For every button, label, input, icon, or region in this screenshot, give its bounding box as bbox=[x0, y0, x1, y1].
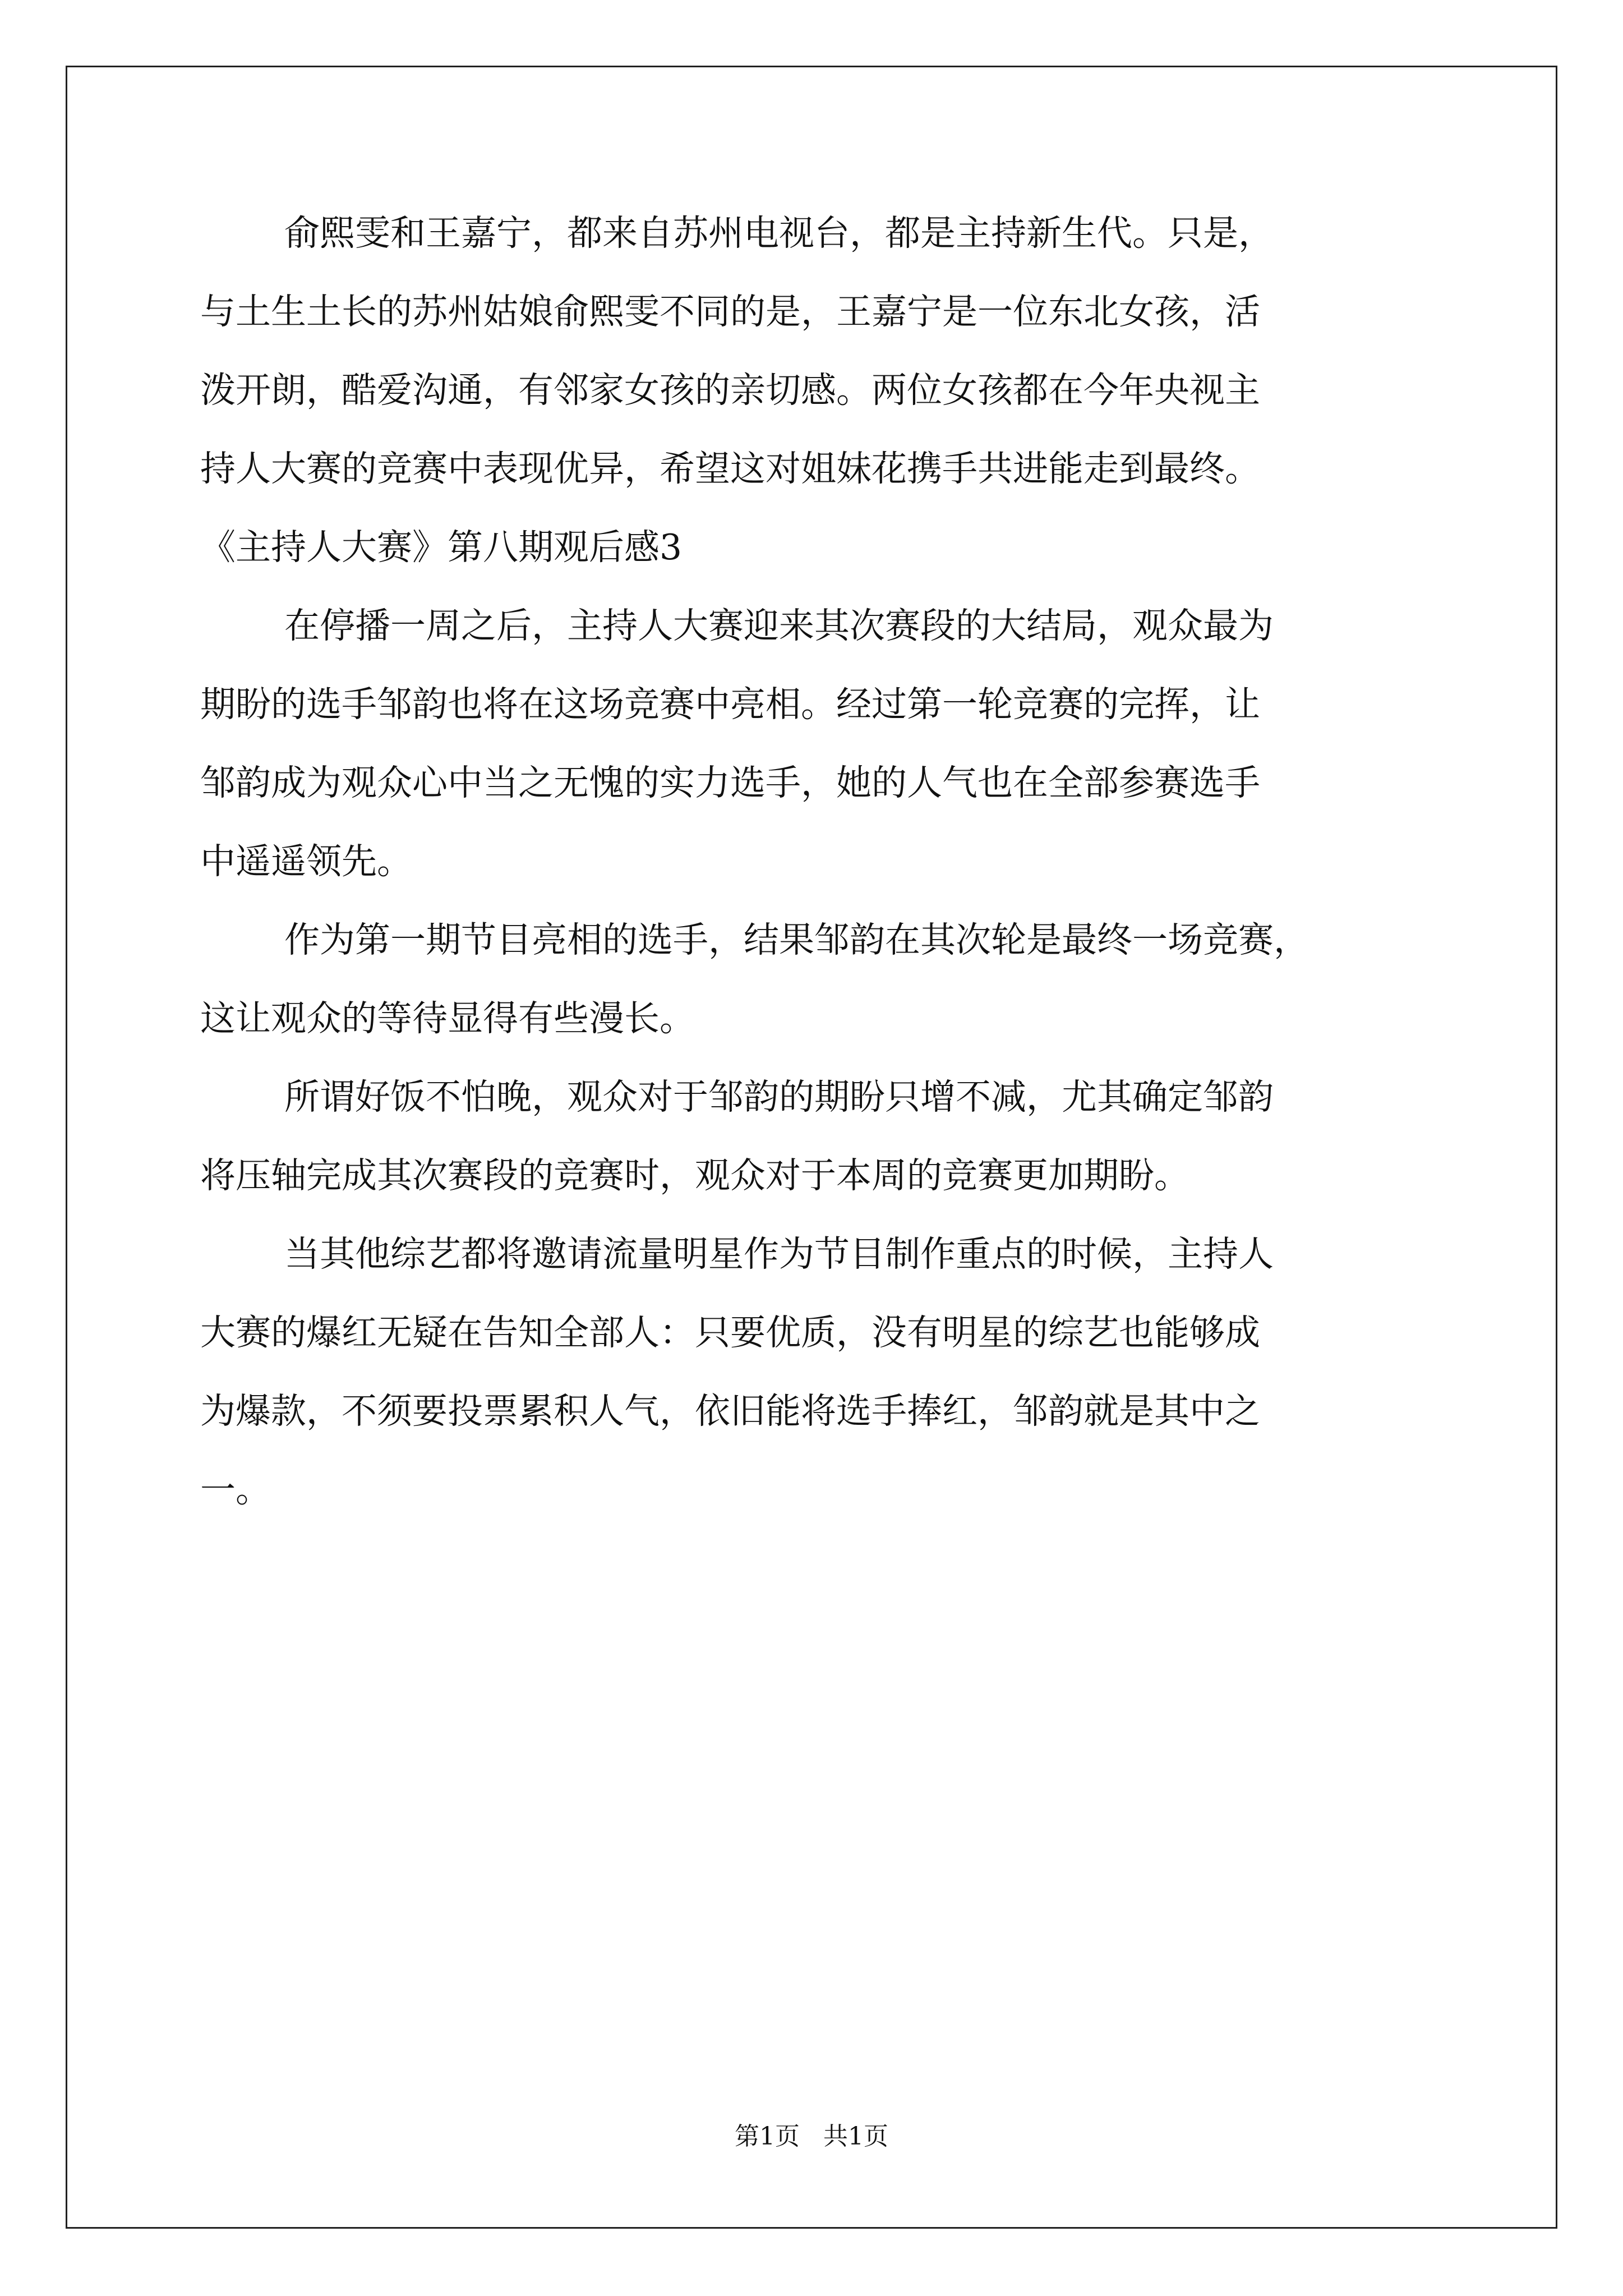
page-number-footer: 第1页 共1页 bbox=[735, 2122, 888, 2151]
text-line: 俞熙雯和王嘉宁，都来自苏州电视台，都是主持新生代。只是， bbox=[284, 213, 1274, 254]
text-line: 泼开朗，酷爱沟通，有邻家女孩的亲切感。两位女孩都在今年央视主 bbox=[200, 370, 1260, 411]
text-line: 将压轴完成其次赛段的竞赛时，观众对于本周的竞赛更加期盼。 bbox=[200, 1155, 1189, 1196]
text-line: 大赛的爆红无疑在告知全部人：只要优质，没有明星的综艺也能够成 bbox=[200, 1312, 1260, 1353]
text-line: 中遥遥领先。 bbox=[200, 841, 412, 882]
text-line: 期盼的选手邹韵也将在这场竞赛中亮相。经过第一轮竞赛的完挥，让 bbox=[200, 684, 1260, 725]
text-line: 为爆款，不须要投票累积人气，依旧能将选手捧红，邹韵就是其中之 bbox=[200, 1391, 1260, 1432]
text-line: 与土生土长的苏州姑娘俞熙雯不同的是，王嘉宁是一位东北女孩，活 bbox=[200, 291, 1260, 332]
text-line: 邹韵成为观众心中当之无愧的实力选手，她的人气也在全部参赛选手 bbox=[200, 762, 1260, 803]
section-heading: 《主持人大赛》第八期观后感3 bbox=[200, 527, 683, 568]
text-line: 在停播一周之后，主持人大赛迎来其次赛段的大结局，观众最为 bbox=[284, 605, 1274, 646]
document-body bbox=[200, 212, 1434, 1511]
text-line: 当其他综艺都将邀请流量明星作为节目制作重点的时候，主持人 bbox=[284, 1234, 1274, 1274]
text-line: 所谓好饭不怕晚，观众对于邹韵的期盼只增不减，尤其确定邹韵 bbox=[284, 1076, 1274, 1117]
text-line: 一。 bbox=[200, 1469, 271, 1510]
text-line: 作为第一期节目亮相的选手，结果邹韵在其次轮是最终一场竞赛， bbox=[284, 919, 1309, 960]
text-line: 这让观众的等待显得有些漫长。 bbox=[200, 998, 695, 1039]
text-line: 持人大赛的竞赛中表现优异，希望这对姐妹花携手共进能走到最终。 bbox=[200, 448, 1260, 489]
